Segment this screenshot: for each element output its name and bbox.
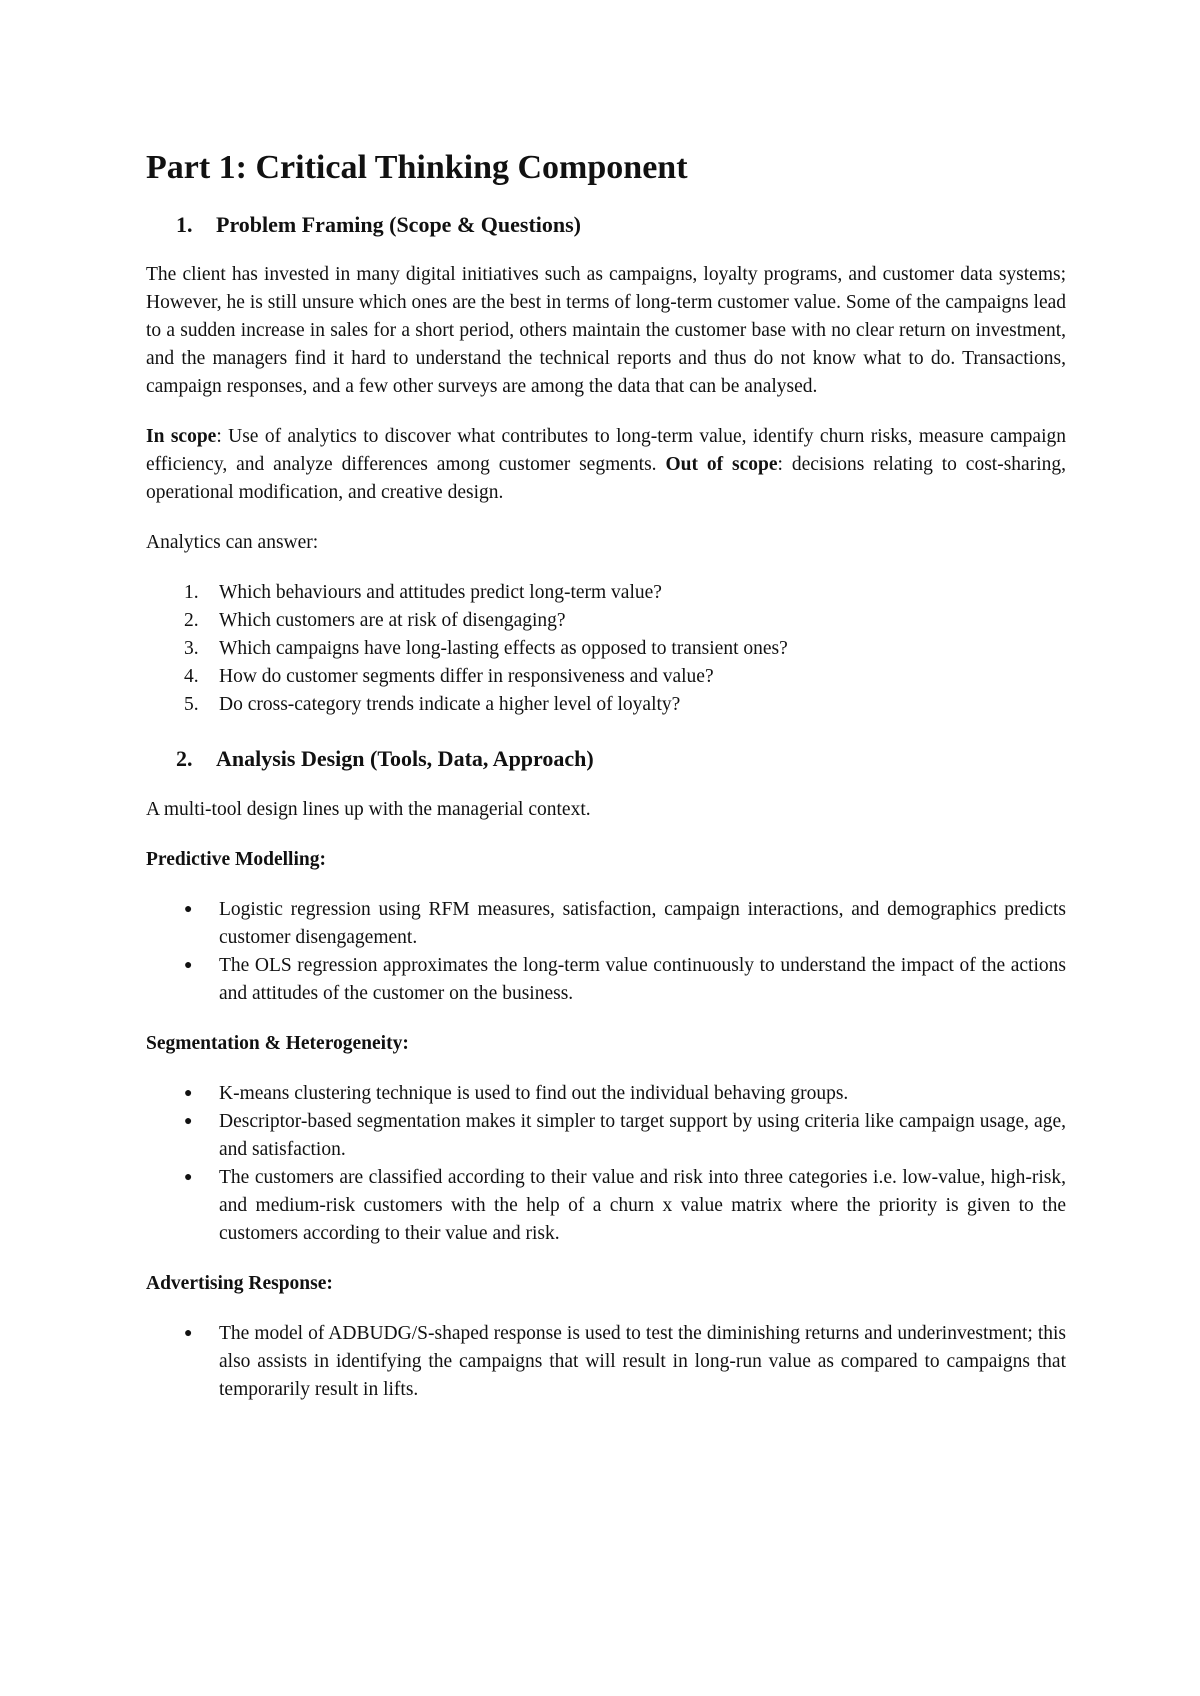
out-scope-label: Out of scope — [665, 454, 778, 476]
list-number: 1. — [184, 582, 199, 604]
list-item — [146, 952, 1066, 1008]
advertising-heading: Advertising Response: — [146, 1272, 333, 1294]
bullet-icon: ● — [184, 957, 193, 973]
in-scope-text: : Use of analytics to discover what contributes to long-term value, identify churn risks, measure campaign efficiency, and analyze differences among customer segments. — [146, 426, 1066, 476]
list-item — [146, 691, 1066, 719]
list-item — [146, 635, 1066, 663]
list-number: 5. — [184, 694, 199, 716]
scope-paragraph — [146, 423, 1066, 507]
list-item — [146, 579, 1066, 607]
list-text: Logistic regression using RFM measures, satisfaction, campaign interactions, and demographics predicts customer disengagement. — [219, 898, 1066, 948]
list-text: Which behaviours and attitudes predict long-term value? — [219, 582, 662, 604]
section-1-heading — [146, 211, 1066, 240]
list-text: Which customers are at risk of disengaging? — [219, 610, 566, 632]
list-text: Do cross-category trends indicate a higher level of loyalty? — [219, 694, 681, 716]
list-item — [146, 607, 1066, 635]
bullet-icon: ● — [184, 1113, 193, 1129]
list-item — [146, 663, 1066, 691]
bullet-icon: ● — [184, 1325, 193, 1341]
section-1-intro: The client has invested in many digital initiatives such as campaigns, loyalty programs, and customer data systems; However, he is still unsure which ones are the best in terms of long-term customer value. Some of the campaigns lead to a sudden increase in sales for a short period, others maintain the customer base with no clear return on investment, and the managers find it hard to understand the technical reports and thus do not know what to do. Transactions, campaign responses, and a few other surveys are among the data that can be analysed. — [146, 264, 1066, 398]
list-number: 2. — [184, 610, 199, 632]
list-item — [146, 1164, 1066, 1248]
list-text: The OLS regression approximates the long-term value continuously to understand the impact of the actions and attitudes of the customer on the business. — [219, 954, 1066, 1004]
document-page — [146, 120, 1066, 1404]
in-scope-label: In scope — [146, 426, 217, 448]
list-number: 3. — [184, 638, 199, 660]
predictive-list — [146, 896, 1066, 1008]
section-2-heading — [146, 745, 1066, 774]
page-title: Part 1: Critical Thinking Component — [146, 149, 688, 186]
list-item — [146, 1080, 1066, 1108]
list-text: The model of ADBUDG/S-shaped response is used to test the diminishing returns and underinvestment; this also assists in identifying the campaigns that will result in long-run value as compared to campaigns that temporarily result in lifts. — [219, 1322, 1066, 1400]
segmentation-heading: Segmentation & Heterogeneity: — [146, 1032, 409, 1054]
questions-intro: Analytics can answer: — [146, 532, 319, 554]
list-item — [146, 1320, 1066, 1404]
list-text: How do customer segments differ in responsiveness and value? — [219, 666, 714, 688]
out-scope-text: : decisions relating to cost-sharing, operational modification, and creative design. — [146, 454, 1066, 504]
advertising-list — [146, 1320, 1066, 1404]
section-2-number: 2. — [176, 746, 193, 772]
list-item — [146, 896, 1066, 952]
section-1-number: 1. — [176, 211, 193, 237]
list-number: 4. — [184, 666, 199, 688]
section-1-title: Problem Framing (Scope & Questions) — [216, 211, 582, 237]
bullet-icon: ● — [184, 1169, 193, 1185]
bullet-icon: ● — [184, 1085, 193, 1101]
list-text: Which campaigns have long-lasting effects as opposed to transient ones? — [219, 638, 788, 660]
list-text: Descriptor-based segmentation makes it simpler to target support by using criteria like campaign usage, age, and satisfaction. — [219, 1110, 1066, 1160]
section-2-intro: A multi-tool design lines up with the managerial context. — [146, 798, 591, 820]
questions-list — [146, 579, 1066, 719]
section-2-title: Analysis Design (Tools, Data, Approach) — [216, 746, 594, 772]
bullet-icon: ● — [184, 901, 193, 917]
list-text: K-means clustering technique is used to find out the individual behaving groups. — [219, 1082, 849, 1104]
list-item — [146, 1108, 1066, 1164]
segmentation-list — [146, 1080, 1066, 1248]
list-text: The customers are classified according to their value and risk into three categories i.e. low-value, high-risk, and medium-risk customers with the help of a churn x value matrix where the priority is given to the customers according to their value and risk. — [219, 1166, 1066, 1244]
predictive-heading: Predictive Modelling: — [146, 848, 326, 870]
